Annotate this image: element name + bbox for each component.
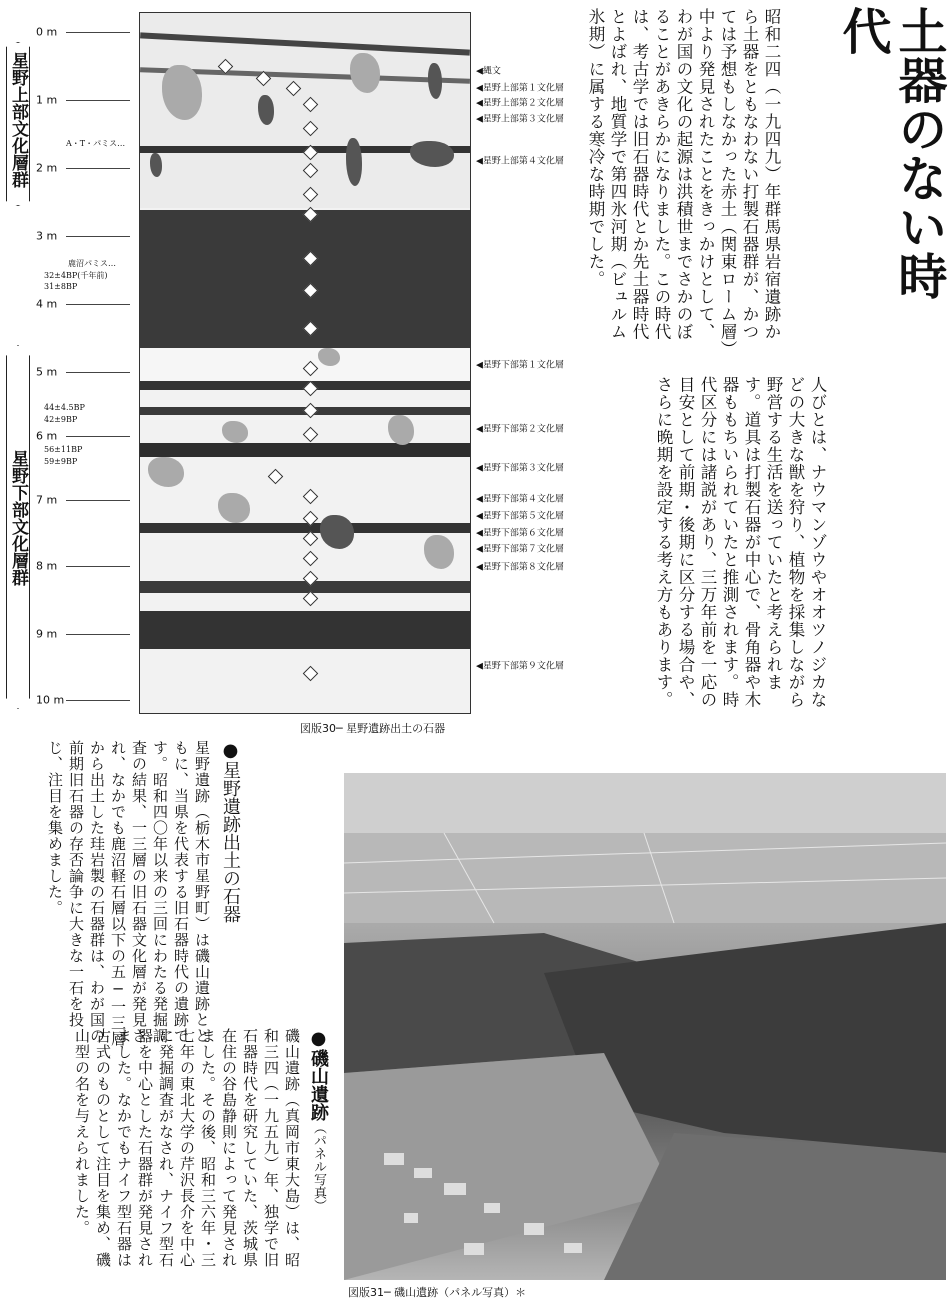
layer-label: ◀星野上部第３文化層	[476, 114, 564, 125]
depth-tick	[66, 634, 130, 635]
depth-label: 9 m	[36, 627, 58, 641]
depth-row	[0, 627, 130, 641]
depth-label: 4 m	[36, 297, 58, 311]
upper-group-label: 星野上部文化層群	[8, 52, 28, 188]
stone-tool	[320, 515, 354, 549]
layer-marker	[303, 489, 319, 505]
stone-tool	[218, 493, 250, 523]
depth-tick	[66, 436, 130, 437]
layer-label: ◀星野下部第１文化層	[476, 360, 564, 371]
aerial-photo-illustration	[344, 773, 946, 1280]
date-b2: 59±9BP	[44, 457, 78, 466]
depth-label: 0 m	[36, 25, 58, 39]
stone-tool	[346, 138, 362, 186]
depth-row	[0, 429, 130, 443]
depth-tick	[66, 168, 130, 169]
depth-label: 5 m	[36, 365, 58, 379]
layer-label: ◀星野下部第５文化層	[476, 511, 564, 522]
dark-band	[140, 523, 470, 533]
depth-label: 1 m	[36, 93, 58, 107]
page-title: 土器のない時代	[835, 6, 948, 300]
depth-label: 2 m	[36, 161, 58, 175]
stone-tool	[148, 457, 184, 487]
isoyama-heading-text: ●磯山遺跡	[308, 1028, 329, 1121]
intro-para2: 人びとは、ナウマンゾウやオオツノジカなどの大きな獣を狩り、植物を採集しながら野営する生活を送っていたと考えられます。道具は打製石器が中心で、骨角器や木器ももちいられていたと推測されます。時代区分には諸説があり、三万年前を一応の目安として前期・後期に区分する場合や、さらに晩期を設定する考え方もあります。	[654, 376, 827, 709]
layer-label: ◀星野下部第４文化層	[476, 494, 564, 505]
isoyama-aerial-photo	[344, 773, 946, 1280]
depth-row	[0, 365, 130, 379]
depth-row	[0, 229, 130, 243]
layer-label: ◀星野上部第４文化層	[476, 156, 564, 167]
depth-row	[0, 25, 130, 39]
depth-label: 7 m	[36, 493, 58, 507]
layer-label: ◀星野下部第７文化層	[476, 544, 564, 555]
at-pumice-note: A・T・パミス…	[66, 139, 126, 148]
stone-tool	[318, 348, 340, 366]
kanuma-pumice-note: 鹿沼パミス…	[68, 259, 116, 268]
layer-label: ◀星野下部第９文化層	[476, 661, 564, 672]
layer-label: ◀星野下部第２文化層	[476, 424, 564, 435]
layer-label: ◀縄文	[476, 66, 501, 77]
kanuma-date1: 32±4BP(千年前)	[44, 271, 108, 280]
depth-label: 8 m	[36, 559, 58, 573]
stone-tool	[222, 421, 248, 443]
intro-para1: 昭和二四（一九四九）年群馬県岩宿遺跡から土器をともなわない打製石器群が、かつては予想もしなかった赤土（関東ローム層）中より発見されたことをきっかけとして、わが国の文化の起源は洪積世までさかのぼることがあきらかになりました。この時代は、考古学では旧石器時代とか先土器時代とよばれ、地質学で第四氷河期（ビュルム氷期）に属する寒冷な時期でした。	[586, 8, 781, 350]
dark-band	[140, 581, 470, 593]
date-b1: 56±11BP	[44, 445, 83, 454]
stone-tool	[258, 95, 274, 125]
depth-tick	[66, 32, 130, 33]
layer-marker	[303, 531, 319, 547]
layer-marker	[303, 666, 319, 682]
stone-tool	[150, 153, 162, 177]
depth-tick	[66, 700, 130, 701]
layer-label: ◀星野下部第６文化層	[476, 528, 564, 539]
depth-row	[0, 297, 130, 311]
hoshino-body: 星野遺跡（栃木市星野町）は磯山遺跡とともに、当県を代表する旧石器時代の遺跡です。昭和四〇年以来の三回にわたる発掘調査の結果、一三層の旧石器文化層が発見され、なかでも鹿沼軽石層以下の五─一三層から出土した珪岩製の石器群は、わが国の前期旧石器の存否論争に大きな一石を投じ、注目を集めました。	[46, 740, 211, 1047]
isoyama-heading-note: （パネル写真）	[311, 1121, 326, 1212]
layer-label: ◀星野下部第８文化層	[476, 562, 564, 573]
stone-tool	[428, 63, 442, 99]
layer-marker	[303, 403, 319, 419]
hoshino-heading: ●星野遺跡出土の石器	[220, 740, 241, 923]
stone-tool	[388, 415, 414, 445]
layer-label: ◀星野上部第１文化層	[476, 83, 564, 94]
depth-tick	[66, 372, 130, 373]
depth-label: 10 m	[36, 693, 65, 707]
isoyama-body: 磯山遺跡（真岡市東大島）は、昭和三四（一九五九）年、独学で旧石器時代を研究していた、茨城県在住の谷島静則によって発見されました。その後、昭和三六年・三七年の東北大学の芹沢長介を中心に発掘調査がなされ、ナイフ型石器を中心とした石器群が発見されました。なかでもナイフ型石器は古式のものとして注目を集め、磯山型の名を与えられました。	[73, 1028, 301, 1268]
layer-label: ◀星野下部第３文化層	[476, 463, 564, 474]
date-a1: 44±4.5BP	[44, 403, 85, 412]
date-a2: 42±9BP	[44, 415, 78, 424]
kanuma-date2: 31±8BP	[44, 282, 78, 291]
stratigraphy-figure	[139, 12, 471, 714]
dark-band	[140, 443, 470, 457]
depth-tick	[66, 304, 130, 305]
layer-marker	[303, 551, 319, 567]
depth-tick	[66, 236, 130, 237]
depth-row	[0, 493, 130, 507]
depth-row	[0, 559, 130, 573]
depth-row	[0, 693, 130, 707]
layer-marker	[268, 469, 284, 485]
lower-group-label: 星野下部文化層群	[8, 450, 28, 586]
layer-marker	[303, 427, 319, 443]
depth-row	[0, 93, 130, 107]
figure30-caption: 図版30─ 星野遺跡出土の石器	[300, 722, 446, 735]
layer-label: ◀星野上部第２文化層	[476, 98, 564, 109]
depth-tick	[66, 500, 130, 501]
depth-label: 3 m	[36, 229, 58, 243]
depth-tick	[66, 100, 130, 101]
isoyama-heading	[305, 1028, 331, 1212]
layer-marker	[303, 591, 319, 607]
figure31-caption: 図版31─ 磯山遺跡（パネル写真）＊	[348, 1286, 527, 1299]
depth-label: 6 m	[36, 429, 58, 443]
depth-tick	[66, 566, 130, 567]
dark-band	[140, 611, 470, 649]
stone-tool	[424, 535, 454, 569]
depth-row	[0, 161, 130, 175]
